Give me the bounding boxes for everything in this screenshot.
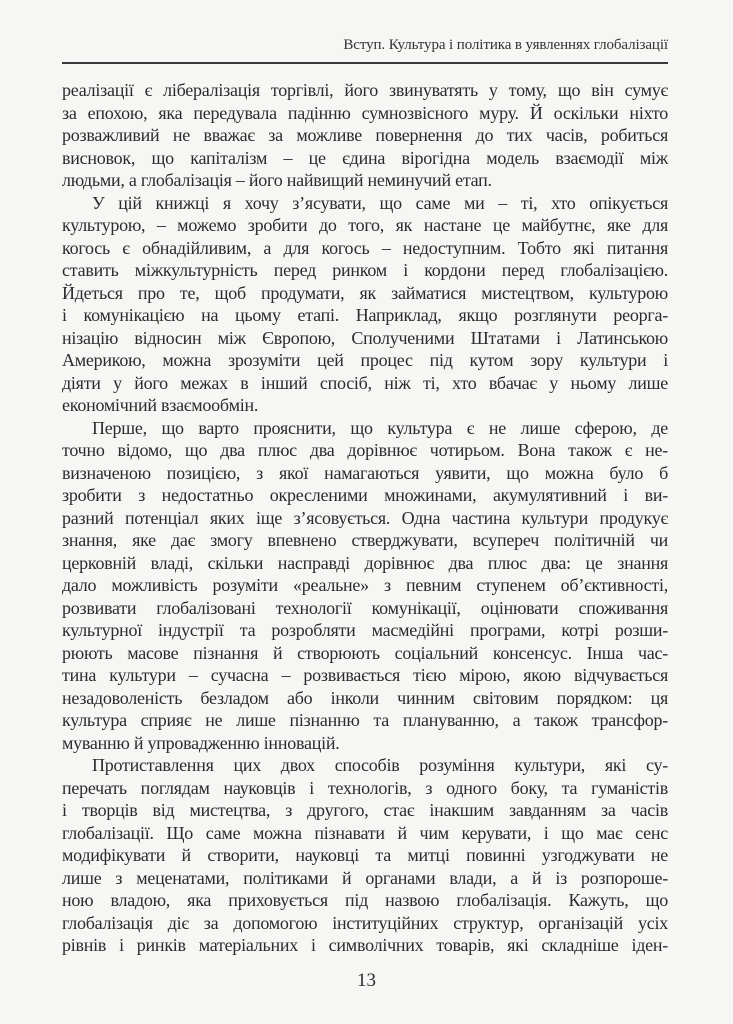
text-line: зробити з недостатньо окресленими множинами, акумулятивний і ви- (62, 485, 668, 505)
text-line: муванню й упровадженню інновацій. (62, 732, 340, 753)
text-line: культурної індустрії та розробляти масмедійні програми, котрі розши- (62, 620, 668, 640)
text-line: розвивати глобалізовані технології комунікації, оцінювати споживання (62, 597, 668, 618)
text-line: перечать поглядам науковців і технологів, з одного боку, та гуманістів (62, 777, 668, 798)
text-line: дало можливість розуміти «реальне» з певним ступенем об’єктивності, (62, 575, 668, 595)
text-line: разний потенціал яких іще з’ясовується. Одна частина культури продукує (62, 507, 668, 528)
header-divider (62, 62, 668, 64)
text-line: висновок, що капіталізм – це єдина вірогідна модель взаємодії між (62, 147, 668, 168)
text-line: рівнів і ринків матеріальних і символічних товарів, які складніше іден- (62, 935, 668, 955)
text-line: Йдеться про те, щоб продумати, як займатися мистецтвом, культурою (62, 282, 668, 303)
paragraph (62, 417, 668, 755)
text-line: знання, яке дає змогу впевнено стверджувати, всупереч політичній чи (62, 530, 668, 550)
text-line: реалізації є лібералізація торгівлі, його звинуватять у тому, що він сумує (62, 80, 668, 100)
text-line: діяти у його межах в інший спосіб, ніж ті, хто вбачає у ньому лише (62, 372, 668, 393)
text-line: Перше, що варто прояснити, що культура є не лише сферою, де (92, 417, 668, 438)
text-line: культура сприяє не лише пізнанню та плануванню, а також трансфор- (62, 710, 668, 730)
paragraph (62, 192, 668, 417)
text-line: Протиставлення цих двох способів розуміння культури, які су- (92, 755, 668, 775)
text-line: визначеною позицією, з якої намагаються уявити, що можна було б (62, 462, 668, 483)
text-line: церковній владі, скільки насправді дорівнює два плюс два: це знання (62, 552, 668, 573)
text-line: модифікувати й створити, науковці та митці повинні узгоджувати не (62, 845, 668, 865)
text-line: і комунікацією на цьому етапі. Наприклад, якщо розглянути реорга- (62, 305, 668, 325)
page-number: 13 (357, 970, 376, 991)
text-line: і творців від мистецтва, з другого, стає інакшим завданням за часів (62, 800, 668, 820)
text-line: лише з меценатами, політиками й органами влади, а й із розпороше- (62, 867, 668, 888)
text-line: глобалізація діє за допомогою інституційних структур, організацій усіх (62, 912, 668, 933)
text-line: тина культури – сучасна – розвивається тією мірою, якою відчувається (62, 665, 668, 685)
text-line: за епохою, яка передувала падінню сумнозвісного муру. Й оскільки ніхто (62, 102, 668, 123)
text-line: Америкою, можна зрозуміти цей процес під кутом зору культури і (62, 350, 668, 370)
text-line: ною владою, яка приховується під назвою глобалізація. Кажуть, що (62, 890, 668, 910)
paragraph (62, 754, 668, 957)
text-line: людьми, а глобалізація – його найвищий неминучий етап. (62, 170, 492, 190)
paragraph (62, 79, 668, 192)
text-line: незадоволеність безладом або інколи чинним світовим порядком: ця (62, 687, 668, 708)
text-line: когось є обнадійливим, а для когось – недоступним. Тобто які питання (62, 237, 668, 258)
text-line: рюють масове пізнання й створюють соціальний консенсус. Інша час- (62, 642, 668, 663)
text-line: культурою, – можемо зробити до того, як настане це майбутнє, яке для (62, 215, 668, 235)
text-line: економічний взаємообмін. (62, 395, 259, 415)
text-line: нізацію відносин між Європою, Сполученими Штатами і Латинською (62, 327, 668, 348)
text-line: точно відомо, що два плюс два дорівнює чотирьом. Вона також є не- (62, 440, 668, 460)
text-line: У цій книжці я хочу з’ясувати, що саме ми – ті, хто опікується (92, 192, 668, 213)
body-text (62, 79, 668, 957)
text-line: ставить міжкультурність перед ринком і кордони перед глобалізацією. (62, 260, 668, 280)
text-line: розважливий не вважає за можливе повернення до тих часів, робиться (62, 125, 668, 145)
text-line: глобалізації. Що саме можна пізнавати й чим керувати, і що має сенс (62, 822, 668, 843)
running-header: Вступ. Культура і політика в уявленнях глобалізації (343, 37, 668, 53)
